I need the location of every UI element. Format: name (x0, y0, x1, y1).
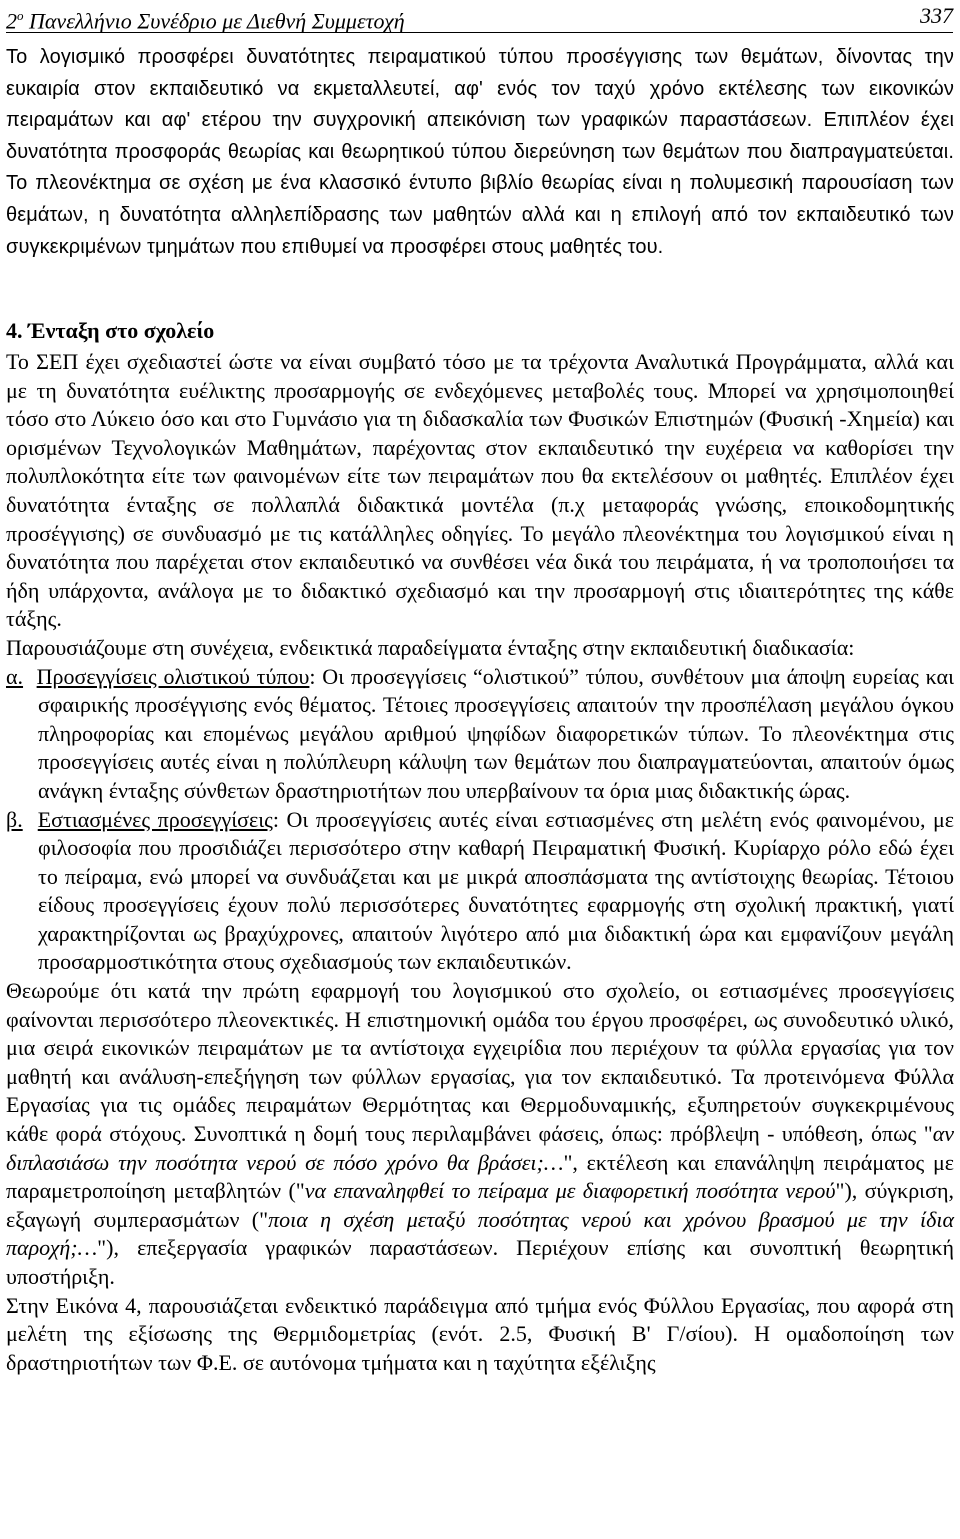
list-marker: α. (6, 663, 24, 689)
list-item-text: : Οι προσεγγίσεις “ολιστικού” τύπου, συνθέτουν μια άποψη ευρείας και σφαιρικής προσέγγισης ενός θέματος. Τέτοιες προσεγγίσεις απαιτούν την προσπέλαση μεγάλου όγκου πληροφορίας και επομένως μεγάλου αριθμού ψηφίδων διαφορετικών τύπων. Το πλεονέκτημα στις προσεγγίσεις αυτές είναι η πολύπλευρη κάλυψη των θεμάτων που διαπραγματεύονται, απαιτούν όμως ανάγκη ένταξης σύνθετων δραστηριοτήτων που υπερβαίνουν τα όρια μιας διδακτικής ώρας. (38, 663, 954, 803)
list-item-title: Εστιασμένες προσεγγίσεις (37, 806, 273, 832)
section-heading: 4. Ένταξη στο σχολείο (6, 318, 215, 343)
quote-prediction: αν διπλασιάσω την ποσότητα νερού σε πόσο χρόνο θα βράσει;… (6, 1121, 954, 1175)
conference-title: $2^o$ Πανελλήνιο Συνέδριο με Διεθνή Συμμετοχή (6, 8, 405, 34)
list-item-title: Προσεγγίσεις ολιστικού τύπου (36, 663, 310, 689)
section-body (6, 348, 954, 1377)
paragraph-worksheets: Θεωρούμε ότι κατά την πρώτη εφαρμογή του λογισμικού στο σχολείο, οι εστιασμένες προσεγγίσεις φαίνονται περισσότερο πλεονεκτικές. Η επιστημονική ομάδα του έργου προσφέρει, ως συνοδευτικό υλικό, μια σειρά εικονικών πειραμάτων με τα αντίστοιχα εγχειρίδια που περιέχουν τα φύλλα εργασίας για τον μαθητή και ανάλυση-επεξήγηση των φύλλων εργασίας, για τον εκπαιδευτικό. Τα προτεινόμενα Φύλλα Εργασίας για τις ομάδες πειραμάτων Θερμότητας και Θερμοδυναμικής, εξυπηρετούν συγκεκριμένους κάθε φορά στόχους. Συνοπτικά η δομή τους περιλαμβάνει φάσεις, όπως: πρόβλεψη - υπόθεση, όπως "αν διπλασιάσω την ποσότητα νερού σε πόσο χρόνο θα βράσει;…", εκτέλεση και επανάληψη πειράματος με παραμετροποίηση μεταβλητών ("να επαναληφθεί το πείραμα με διαφορετική ποσότητα νερού"), σύγκριση, εξαγωγή συμπερασμάτων ("ποια η σχέση μεταξύ ποσότητας νερού και χρόνου βρασμού με την ίδια παροχή;…"), επεξεργασία γραφικών παραστάσεων. Περιέχουν επίσης και συνοπτική θεωρητική υποστήριξη. (6, 978, 954, 1289)
paragraph-integration: Το ΣΕΠ έχει σχεδιαστεί ώστε να είναι συμβατό τόσο με τα τρέχοντα Αναλυτικά Προγράμματα, αλλά και με τη δυνατότητα ευέλικτης προσαρμογής σε ενδεχόμενες μεταβολές τους. Μπορεί να χρησιμοποιηθεί τόσο στο Λύκειο όσο και στο Γυμνάσιο για τη διδασκαλία των Φυσικών Επιστημών (Φυσική -Χημεία) και ορισμένων Τεχνολογικών Μαθημάτων, παρέχοντας στον εκπαιδευτικό την ευχέρεια να καθορίσει την πολυπλοκότητα είτε των φαινομένων είτε των πειραμάτων που θα εκτελέσουν οι μαθητές. Επιπλέον έχει δυνατότητα ένταξης σε πολλαπλά διδακτικά μοντέλα (π.χ μεταφοράς γνώσης, εποικοδομητικής προσέγγισης) σε συνδυασμό με τις κατάλληλες οδηγίες. Το μεγάλο πλεονέκτημα του λογισμικού είναι η δυνατότητα που παρέχεται στον εκπαιδευτικό να συνθέσει νέα δικά του πειράματα, ή να τροποποιήσει τα ήδη υπάρχοντα, ανάλογα με το διδακτικό σχεδιασμό και την προσαρμογή στις ιδιαιτερότητες της κάθε τάξης. (6, 349, 954, 632)
paragraph-examples-intro: Παρουσιάζουμε στη συνέχεια, ενδεικτικά παραδείγματα ένταξης στην εκπαιδευτική διαδικασία: (6, 634, 855, 660)
list-item-focused (6, 806, 954, 978)
page-number: 337 (920, 3, 953, 28)
page-header (6, 2, 953, 33)
intro-paragraph: Το λογισμικό προσφέρει δυνατότητες πειραματικού τύπου προσέγγισης των θεμάτων, δίνοντας την ευκαιρία στον εκπαιδευτικό να εκμεταλλευτεί, αφ' ενός τον ταχύ χρόνο εκτέλεσης των εικονικών πειραμάτων και αφ' ετέρου την συγχρονική απεικόνιση των γραφικών παραστάσεων. Επιπλέον έχει δυνατότητα προσφοράς θεωρίας και θεωρητικού τύπου διερεύνηση των θεμάτων που διαπραγματεύεται. Το πλεονέκτημα σε σχέση με ένα κλασσικό έντυπο βιβλίο θεωρίας είναι η πολυμεσική παρουσίαση των θεμάτων, η δυνατότητα αλληλεπίδρασης των μαθητών αλλά και η επιλογή από τον εκπαιδευτικό των συγκεκριμένων τμημάτων που επιθυμεί να προσφέρει στους μαθητές του. (6, 46, 954, 258)
paragraph-figure-reference: Στην Εικόνα 4, παρουσιάζεται ενδεικτικό παράδειγμα από τμήμα ενός Φύλλου Εργασίας, που αφορά στη μελέτη της εξίσωσης της Θερμιδομετρίας (ενότ. 2.5, Φυσική Β' Γ/σίου). Η ομαδοποίηση των δραστηριοτήτων των Φ.Ε. σε αυτόνομα τμήματα και η ταχύτητα εξέλιξης (6, 1292, 954, 1375)
list-item-holistic (6, 663, 954, 806)
quote-relation: ποια η σχέση μεταξύ ποσότητας νερού και χρόνου βρασμού με την ίδια παροχή;… (6, 1206, 954, 1261)
list-item-text: : Οι προσεγγίσεις αυτές είναι εστιασμένες στη μελέτη ενός φαινομένου, με φιλοσοφία που προσιδιάζει περισσότερο στην καθαρή Πειραματική Φυσική. Κυρίαρχο ρόλο εδώ έχει το πείραμα, ενώ μπορεί να συνδυάζεται και με μικρά αποσπάσματα της αντίστοιχης θεωρίας. Τέτοιου είδους προσεγγίσεις έχουν πολύ περισσότερες δυνατότητες εφαρμογής στη σχολική πρακτική, γιατί χαρακτηρίζονται ως βραχύχρονες, απαιτούν λιγότερο από μια διδακτική ώρα και εμφανίζουν μεγάλη προσαρμοστικότητα στους σχεδιασμούς των εκπαιδευτικών. (38, 806, 955, 975)
list-marker: β. (6, 806, 23, 832)
quote-repeat: να επαναληφθεί το πείραμα με διαφορετική ποσότητα νερού (304, 1178, 836, 1204)
